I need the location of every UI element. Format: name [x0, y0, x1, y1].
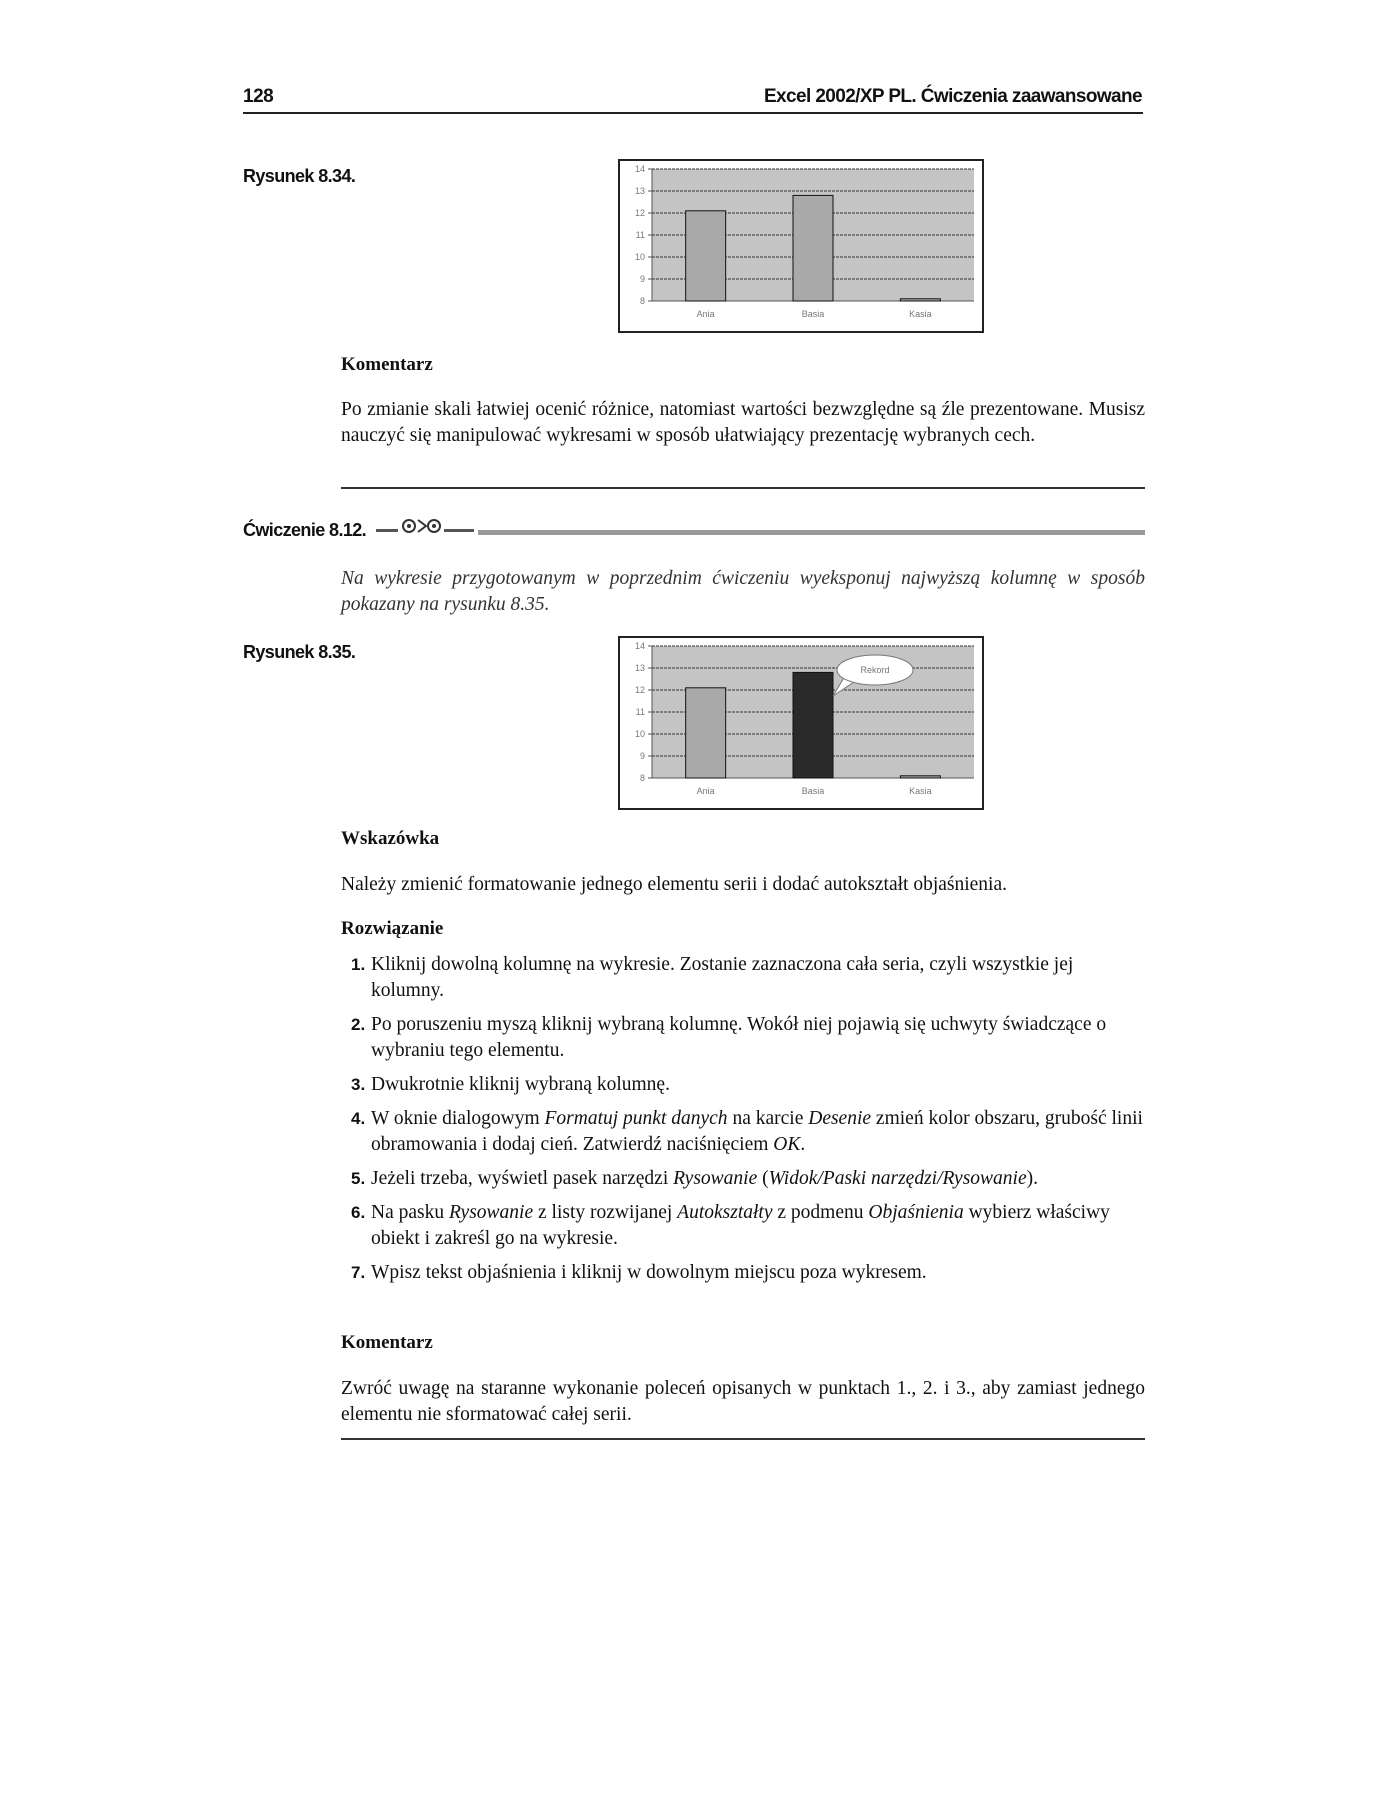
step-number: 4.: [351, 1109, 366, 1128]
exercise-label: Ćwiczenie 8.12.: [243, 520, 367, 540]
y-tick-label: 13: [634, 186, 645, 196]
chart-figure-8-34: [618, 159, 984, 333]
step-number: 3.: [351, 1075, 366, 1094]
comment-paragraph: Zwróć uwagę na staranne wykonanie poleceń opisanych w punktach 1., 2. i 3., aby zamiast jednego elementu nie sformatować całej serii.: [341, 1378, 1145, 1425]
x-tick-label: Basia: [801, 786, 825, 796]
section-heading: Rozwiązanie: [341, 918, 444, 939]
difficulty-icon: [376, 516, 476, 536]
x-tick-label: Kasia: [909, 786, 932, 796]
exercise-task: Na wykresie przygotowanym w poprzednim ćwiczeniu wyeksponuj najwyższą kolumnę w sposób pokazany na rysunku 8.35.: [341, 568, 1145, 615]
bar: [686, 211, 726, 301]
y-tick-label: 9: [639, 751, 645, 761]
list-item: [341, 1072, 1145, 1098]
step-text: Wpisz tekst objaśnienia i kliknij w dowolnym miejscu poza wykresem.: [371, 1262, 927, 1283]
figure-label: Rysunek 8.35.: [243, 642, 356, 662]
comment-paragraph: Po zmianie skali łatwiej ocenić różnice, natomiast wartości bezwzględne są źle prezentowane. Musisz nauczyć się manipulować wykresami w sposób ułatwiający prezentację wybranych cech.: [341, 399, 1145, 446]
section-heading: Komentarz: [341, 1332, 433, 1353]
y-tick-label: 14: [634, 164, 645, 174]
section-heading: Komentarz: [341, 354, 433, 375]
y-tick-label: 14: [634, 641, 645, 651]
steps-list: [341, 952, 1145, 1294]
y-tick-label: 11: [635, 707, 645, 717]
step-text: Kliknij dowolną kolumnę na wykresie. Zostanie zaznaczona cała seria, czyli wszystkie jej kolumny.: [371, 954, 1074, 1001]
step-number: 7.: [351, 1263, 366, 1282]
section-divider: [341, 1438, 1145, 1440]
bar: [686, 688, 726, 778]
step-text: Dwukrotnie kliknij wybraną kolumnę.: [371, 1074, 670, 1095]
y-tick-label: 10: [634, 252, 645, 262]
list-item: [341, 1012, 1145, 1064]
step-number: 5.: [351, 1169, 366, 1188]
bar: [793, 672, 833, 778]
y-tick-label: 8: [639, 296, 645, 306]
bar: [900, 776, 940, 778]
list-item: [341, 1260, 1145, 1286]
hint-paragraph: Należy zmienić formatowanie jednego elementu serii i dodać autokształt objaśnienia.: [341, 874, 1007, 895]
y-tick-label: 11: [635, 230, 645, 240]
step-number: 6.: [351, 1203, 366, 1222]
step-text: Na pasku Rysowanie z listy rozwijanej Autokształty z podmenu Objaśnienia wybierz właściwy obiekt i zakreśl go na wykresie.: [371, 1202, 1110, 1249]
step-text: Po poruszeniu myszą kliknij wybraną kolumnę. Wokół niej pojawią się uchwyty świadczące o wybraniu tego elementu.: [371, 1014, 1107, 1061]
figure-label: Rysunek 8.34.: [243, 166, 356, 186]
x-tick-label: Ania: [696, 309, 715, 319]
x-tick-label: Ania: [696, 786, 715, 796]
bar-chart: [620, 638, 982, 808]
step-number: 1.: [351, 955, 366, 974]
list-item: [341, 1200, 1145, 1252]
list-item: [341, 952, 1145, 1004]
list-item: [341, 1166, 1145, 1192]
step-text: W oknie dialogowym Formatuj punkt danych na karcie Desenie zmień kolor obszaru, grubość linii obramowania i dodaj cień. Zatwierdź naciśnięciem OK.: [371, 1108, 1143, 1155]
x-tick-label: Kasia: [909, 309, 932, 319]
bar: [900, 299, 940, 301]
y-tick-label: 8: [639, 773, 645, 783]
page-number: 128: [243, 86, 274, 107]
y-tick-label: 13: [634, 663, 645, 673]
y-tick-label: 12: [634, 208, 645, 218]
y-tick-label: 10: [634, 729, 645, 739]
y-tick-label: 9: [639, 274, 645, 284]
chart-figure-8-35: [618, 636, 984, 810]
section-heading: Wskazówka: [341, 828, 440, 849]
header-rule: [243, 112, 1143, 114]
book-title: Excel 2002/XP PL. Ćwiczenia zaawansowane: [763, 86, 1142, 107]
bar-chart: [620, 161, 982, 331]
y-tick-label: 12: [634, 685, 645, 695]
x-tick-label: Basia: [801, 309, 825, 319]
step-number: 2.: [351, 1015, 366, 1034]
exercise-rule: [478, 530, 1145, 535]
bar: [793, 195, 833, 301]
step-text: Jeżeli trzeba, wyświetl pasek narzędzi Rysowanie (Widok/Paski narzędzi/Rysowanie).: [371, 1168, 1038, 1189]
callout-text: Rekord: [860, 665, 890, 675]
list-item: [341, 1106, 1145, 1158]
section-divider: [341, 487, 1145, 489]
